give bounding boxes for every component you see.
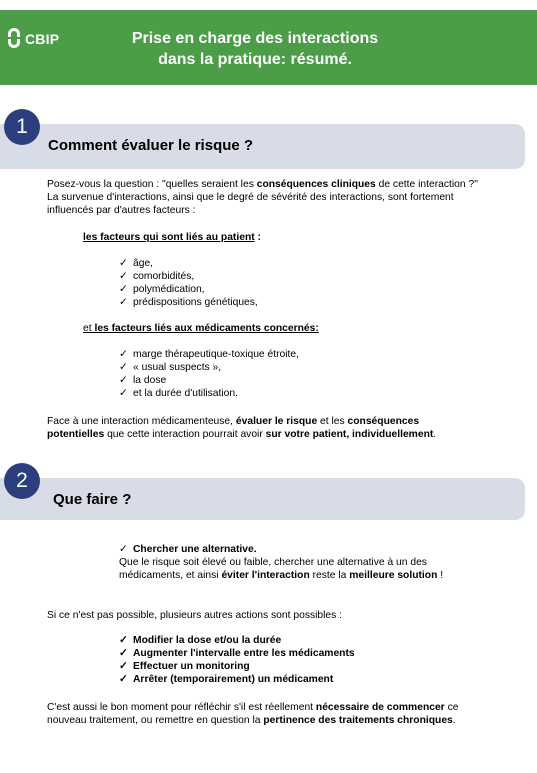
- check-icon: ✓: [119, 648, 128, 659]
- intro-line-2: La survenue d'interactions, ainsi que le degré de sévérité des interactions, sont fortement: [47, 192, 454, 203]
- logo-text: CBIP: [25, 31, 60, 47]
- check-icon: ✓: [119, 544, 128, 555]
- list-item: ✓ « usual suspects »,: [119, 362, 222, 373]
- check-icon: ✓: [119, 297, 128, 308]
- alternative-line-2: médicaments, et ainsi éviter l'interaction reste la meilleure solution !: [119, 570, 444, 581]
- cbip-logo: [8, 28, 59, 50]
- intro-line-1: Posez-vous la question : "quelles seraient les conséquences cliniques de cette interaction ?": [47, 179, 478, 190]
- list-item: ✓ comorbidités,: [119, 271, 195, 282]
- title-line-2: dans la pratique: résumé.: [158, 51, 352, 68]
- actions-list: [119, 634, 355, 686]
- conclusion-line-1: Face à une interaction médicamenteuse, évaluer le risque et les conséquences: [47, 416, 420, 427]
- check-icon: ✓: [119, 661, 128, 672]
- check-icon: ✓: [119, 271, 128, 282]
- check-icon: ✓: [119, 388, 128, 399]
- list-item: ✓ Modifier la dose et/ou la durée: [119, 635, 282, 646]
- list-item: ✓ âge,: [119, 258, 154, 269]
- list-item: ✓ la dose: [119, 375, 167, 386]
- section-2-title: Que faire ?: [53, 491, 132, 508]
- drug-factors-list: [119, 348, 299, 400]
- other-actions-intro: Si ce n'est pas possible, plusieurs autres actions sont possibles :: [47, 610, 343, 621]
- check-icon: ✓: [119, 258, 128, 269]
- section-1-title: Comment évaluer le risque ?: [48, 137, 254, 154]
- check-icon: ✓: [119, 635, 128, 646]
- list-item: ✓ prédispositions génétiques,: [119, 297, 258, 308]
- alternative-line-1: Que le risque soit élevé ou faible, chercher une alternative à un des: [119, 557, 427, 568]
- list-item: ✓ Effectuer un monitoring: [119, 661, 250, 672]
- alternative-heading: ✓ Chercher une alternative.: [119, 544, 257, 555]
- check-icon: ✓: [119, 284, 128, 295]
- check-icon: ✓: [119, 349, 128, 360]
- list-item: ✓ marge thérapeutique-toxique étroite,: [119, 349, 299, 360]
- final-line-1: C'est aussi le bon moment pour réfléchir s'il est réellement nécessaire de commencer ce: [47, 702, 459, 713]
- cbip-logo-icon: [8, 28, 22, 50]
- conclusion-line-2: potentielles que cette interaction pourrait avoir sur votre patient, individuellement.: [47, 429, 437, 440]
- page-title: [100, 28, 410, 70]
- header-banner: [0, 10, 537, 85]
- intro-line-3: influencés par d'autres facteurs :: [47, 205, 196, 216]
- section-2-number: 2: [4, 463, 40, 499]
- list-item: ✓ Augmenter l'intervalle entre les médicaments: [119, 648, 355, 659]
- patient-factors-heading: les facteurs qui sont liés au patient :: [83, 232, 261, 243]
- list-item: ✓ et la durée d'utilisation.: [119, 388, 239, 399]
- title-line-1: Prise en charge des interactions: [131, 30, 379, 47]
- list-item: ✓ polymédication,: [119, 284, 205, 295]
- final-line-2: nouveau traitement, ou remettre en question la pertinence des traitements chroniques.: [47, 715, 456, 726]
- drug-factors-heading: et les facteurs liés aux médicaments concernés:: [83, 323, 319, 334]
- check-icon: ✓: [119, 674, 128, 685]
- check-icon: ✓: [119, 375, 128, 386]
- section-1-number: 1: [4, 109, 40, 145]
- list-item: ✓ Arrêter (temporairement) un médicament: [119, 674, 334, 685]
- patient-factors-list: [119, 257, 258, 309]
- check-icon: ✓: [119, 362, 128, 373]
